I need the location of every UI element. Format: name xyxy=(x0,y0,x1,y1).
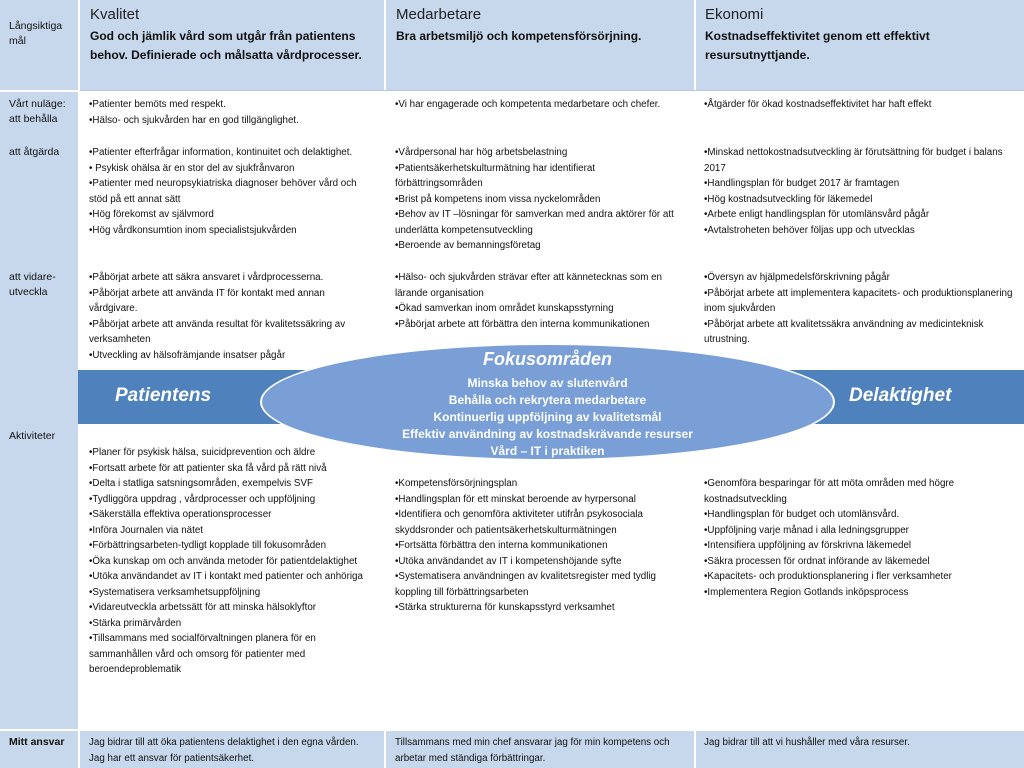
develop-list-economy xyxy=(704,270,1016,348)
list-item: •Utöka användandet av IT i kontakt med patienter och anhöriga xyxy=(89,571,363,582)
list-item: •Hög vårdkonsumtion inom specialistsjukvården xyxy=(89,224,297,236)
list-item: •Delta i statliga satsningsområden, exempelvis SVF xyxy=(89,478,313,489)
list-item: •Införa Journalen via nätet xyxy=(89,524,203,536)
keep-list-economy xyxy=(704,97,1016,113)
responsibility-staff: Tillsammans med min chef ansvarar jag för min kompetens och arbetar med ständiga förbättringar. xyxy=(395,737,670,764)
list-item: •Patientsäkerhetskulturmätning har identifierat förbättringsområden xyxy=(395,162,596,189)
activities-list-economy xyxy=(704,476,1016,600)
list-item: •Tydliggöra uppdrag , vårdprocesser och uppföljning xyxy=(89,493,316,505)
list-item: •Identifiera och genomföra aktiviteter utifrån psykosociala skyddsronder och patientsäkerhetskulturmätningen xyxy=(395,509,643,536)
list-item: •Säkerställa effektiva operationsprocesser xyxy=(89,509,272,520)
list-item: •Avtalstroheten behöver följas upp och utvecklas xyxy=(704,224,915,236)
column-heading-quality: Kvalitet xyxy=(90,6,140,23)
list-item: •Ökad samverkan inom området kunskapsstyrning xyxy=(395,303,614,314)
divider xyxy=(80,90,1024,91)
list-item: •Kompetensförsörjningsplan xyxy=(395,478,518,489)
list-item: •Säkra processen för ordnat införande av läkemedel xyxy=(704,555,930,567)
focus-item: Effektiv användning av kostnadskrävande resurser xyxy=(402,427,693,441)
list-item: •Fortsätta förbättra den interna kommunikationen xyxy=(395,540,608,551)
list-item: •Hälso- och sjukvården har en god tillgänglighet. xyxy=(89,114,299,126)
goal-staff: Bra arbetsmiljö och kompetensförsörjning. xyxy=(396,29,642,43)
list-item: •Vidareutveckla arbetssätt för att minska hälsoklyftor xyxy=(89,602,317,613)
list-item: •Hög kostnadsutveckling för läkemedel xyxy=(704,193,873,205)
list-item: •Påbörjat arbete att använda IT för kontakt med annan vårdgivare. xyxy=(89,287,325,314)
row-label-develop: att vidare- utveckla xyxy=(9,271,56,298)
list-item: •Översyn av hjälpmedelsförskrivning pågår xyxy=(704,272,890,283)
list-item: •Handlingsplan för budget 2017 är framtagen xyxy=(704,178,900,189)
list-item: •Påbörjat arbete att implementera kapacitets- och produktionsplanering inom sjukvården xyxy=(704,287,1013,314)
row-label-responsibility: Mitt ansvar xyxy=(9,736,65,748)
list-item: •Handlingsplan för ett minskat beroende av hyrpersonal xyxy=(395,493,636,505)
focus-item: Behålla och rekrytera medarbetare xyxy=(448,393,647,407)
list-item: •Intensifiera uppföljning av förskrivna läkemedel xyxy=(704,540,912,551)
list-item: •Patienter efterfrågar information, kontinuitet och delaktighet. xyxy=(89,147,353,158)
list-item: •Patienter bemöts med respekt. xyxy=(89,99,226,110)
list-item: •Hälso- och sjukvården strävar efter att kännetecknas som en lärande organisation xyxy=(395,272,662,299)
goal-economy: Kostnadseffektivitet genom ett effektivt resursutnyttjande. xyxy=(705,29,930,62)
list-item: •Handlingsplan för budget och utomlänsvård. xyxy=(704,509,900,520)
list-item: •Förbättringsarbeten-tydligt kopplade till fokusområden xyxy=(89,540,327,551)
list-item: •Uppföljning varje månad i alla ledningsgrupper xyxy=(704,524,909,536)
list-item: •Minskad nettokostnadsutveckling är förutsättning för budget i balans 2017 xyxy=(704,147,1003,174)
fix-list-staff xyxy=(395,145,680,254)
list-item: •Implementera Region Gotlands inköpsprocess xyxy=(704,586,909,598)
list-item: •Arbete enligt handlingsplan för utomlänsvård pågår xyxy=(704,209,930,220)
row-label-activities: Aktiviteter xyxy=(9,430,56,442)
list-item: •Stärka strukturerna för kunskapsstyrd verksamhet xyxy=(395,602,615,613)
list-item: •Genomföra besparingar för att möta områden med högre kostnadsutveckling xyxy=(704,478,955,505)
list-item: •Hög förekomst av självmord xyxy=(89,209,214,220)
list-item: •Fortsatt arbete för att patienter ska få vård på rätt nivå xyxy=(89,462,327,474)
label-column-background xyxy=(0,90,78,729)
divider xyxy=(0,729,1024,731)
band-word-left: Patientens xyxy=(115,385,212,406)
column-heading-economy: Ekonomi xyxy=(705,6,764,23)
list-item: •Systematisera verksamhetsuppföljning xyxy=(89,586,261,598)
list-item: •Tillsammans med socialförvaltningen planera för en sammanhållen vård och omsorg för patienter med beroendeproblematik xyxy=(89,633,316,675)
activities-list-quality xyxy=(89,445,369,678)
activities-list-staff xyxy=(395,476,685,616)
list-item: •Vi har engagerade och kompetenta medarbetare och chefer. xyxy=(395,99,661,110)
list-item: •Påbörjat arbete att använda resultat för kvalitetssäkring av verksamheten xyxy=(89,318,346,345)
row-label-current: Vårt nuläge: att behålla xyxy=(9,98,66,125)
focus-item: Kontinuerlig uppföljning av kvalitetsmål xyxy=(433,410,662,424)
list-item: •Behov av IT –lösningar för samverkan med andra aktörer för att underlätta kompetensutveckling xyxy=(395,209,674,236)
fix-list-quality xyxy=(89,145,369,238)
keep-list-staff xyxy=(395,97,687,113)
focus-item: Vård – IT i praktiken xyxy=(490,444,605,458)
column-heading-staff: Medarbetare xyxy=(396,6,482,23)
list-item: •Beroende av bemanningsföretag xyxy=(395,240,541,251)
develop-list-staff xyxy=(395,270,680,332)
list-item: •Stärka primärvården xyxy=(89,617,182,629)
list-item: •Öka kunskap om och använda metoder för patientdelaktighet xyxy=(89,555,358,567)
fix-list-economy xyxy=(704,145,1016,238)
responsibility-economy: Jag bidrar till att vi hushåller med våra resurser. xyxy=(704,737,910,748)
band-word-right: Delaktighet xyxy=(849,385,952,406)
list-item: •Kapacitets- och produktionsplanering i fler verksamheter xyxy=(704,571,952,582)
row-label-goals: Långsiktiga mål xyxy=(9,20,63,47)
list-item: •Påbörjat arbete att säkra ansvaret i vårdprocesserna. xyxy=(89,272,324,283)
list-item: •Planer för psykisk hälsa, suicidprevention och äldre xyxy=(89,447,316,458)
focus-title: Fokusområden xyxy=(482,349,613,369)
responsibility-quality: Jag bidrar till att öka patientens delaktighet i den egna vården. Jag har ett ansvar för patientsäkerhet. xyxy=(89,737,359,764)
list-item: •Påbörjat arbete att kvalitetssäkra användning av medicinteknisk utrustning. xyxy=(704,318,984,345)
list-item: •Brist på kompetens inom vissa nyckelområden xyxy=(395,193,601,205)
list-item: •Vårdpersonal har hög arbetsbelastning xyxy=(395,147,568,158)
list-item: • Psykisk ohälsa är en stor del av sjukfrånvaron xyxy=(89,162,295,174)
list-item: •Patienter med neuropsykiatriska diagnoser behöver vård och stöd på ett annat sätt xyxy=(89,178,357,205)
list-item: •Systematisera användningen av kvalitetsregister med tydlig koppling till förbättringsarbeten xyxy=(395,571,656,598)
list-item: •Utöka användandet av IT i kompetenshöjande syfte xyxy=(395,555,622,567)
focus-item: Minska behov av slutenvård xyxy=(467,376,628,390)
list-item: •Utveckling av hälsofrämjande insatser pågår xyxy=(89,349,286,361)
keep-list-quality xyxy=(89,97,379,128)
list-item: •Åtgärder för ökad kostnadseffektivitet har haft effekt xyxy=(704,99,932,110)
row-label-fix: att åtgärda xyxy=(9,146,60,158)
list-item: •Påbörjat arbete att förbättra den interna kommunikationen xyxy=(395,318,650,330)
goal-quality: God och jämlik vård som utgår från patientens behov. Definierade och målsatta vårdprocesser. xyxy=(90,29,362,62)
